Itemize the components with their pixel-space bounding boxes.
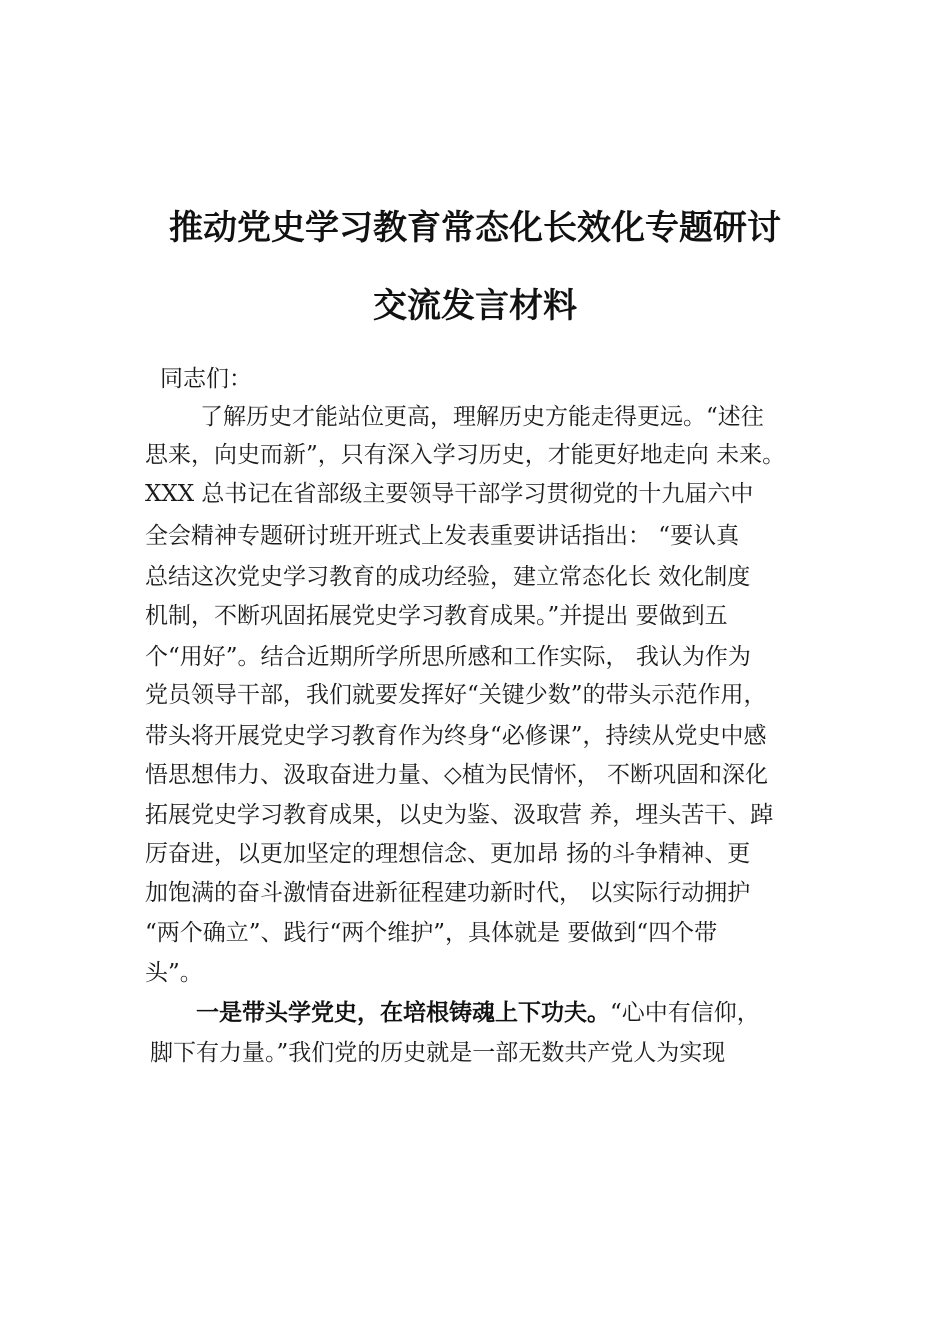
paragraph-line: 厉奋进，以更加坚定的理想信念、更加昂 扬的斗争精神、更: [145, 841, 751, 867]
paragraph-line: 机制，不断巩固拓展党史学习教育成果。”并提出 要做到五: [145, 603, 728, 629]
paragraph-line: 头”。: [145, 960, 203, 986]
paragraph-line: 拓展党史学习教育成果，以史为鉴、汲取营 养，埋头苦干、踔: [145, 802, 774, 828]
document-title-line-2: 交流发言材料: [373, 286, 577, 326]
section-heading-bold: 一是带头学党史，在培根铸魂上下功夫。: [196, 1000, 610, 1026]
paragraph-line: 总结这次党史学习教育的成功经验，建立常态化长 效化制度: [145, 564, 751, 590]
salutation: 同志们：: [160, 366, 252, 392]
paragraph-line: 党员领导干部，我们就要发挥好“关键少数”的带头示范作用，: [145, 682, 767, 708]
document-title-line-1: 推动党史学习教育常态化长效化专题研讨: [169, 208, 781, 248]
paragraph-line: “两个确立”、践行“两个维护”，具体就是 要做到“四个带: [145, 920, 718, 946]
paragraph-line: [196, 996, 760, 1030]
paragraph-line: 加饱满的奋斗激情奋进新征程建功新时代， 以实际行动拥护: [145, 880, 751, 906]
paragraph-line: 个“用好”。结合近期所学所思所感和工作实际， 我认为作为: [145, 644, 751, 670]
paragraph-line: 了解历史才能站位更高，理解历史方能走得更远。“述往: [200, 404, 764, 430]
paragraph-line: 脚下有力量。”我们党的历史就是一部无数共产党人为实现: [150, 1040, 726, 1066]
section-heading-rest: “心中有信仰，: [610, 1000, 760, 1026]
paragraph-line: 全会精神专题研讨班开班式上发表重要讲话指出： “要认真: [145, 523, 740, 549]
paragraph-line: XXX 总书记在省部级主要领导干部学习贯彻党的十九届六中: [145, 481, 754, 507]
paragraph-line: 带头将开展党史学习教育作为终身“必修课”，持续从党史中感: [145, 723, 767, 749]
paragraph-line: 思来，向史而新”，只有深入学习历史，才能更好地走向 未来。: [145, 442, 786, 468]
paragraph-line: 悟思想伟力、汲取奋进力量、◇植为民情怀， 不断巩固和深化: [145, 762, 768, 788]
